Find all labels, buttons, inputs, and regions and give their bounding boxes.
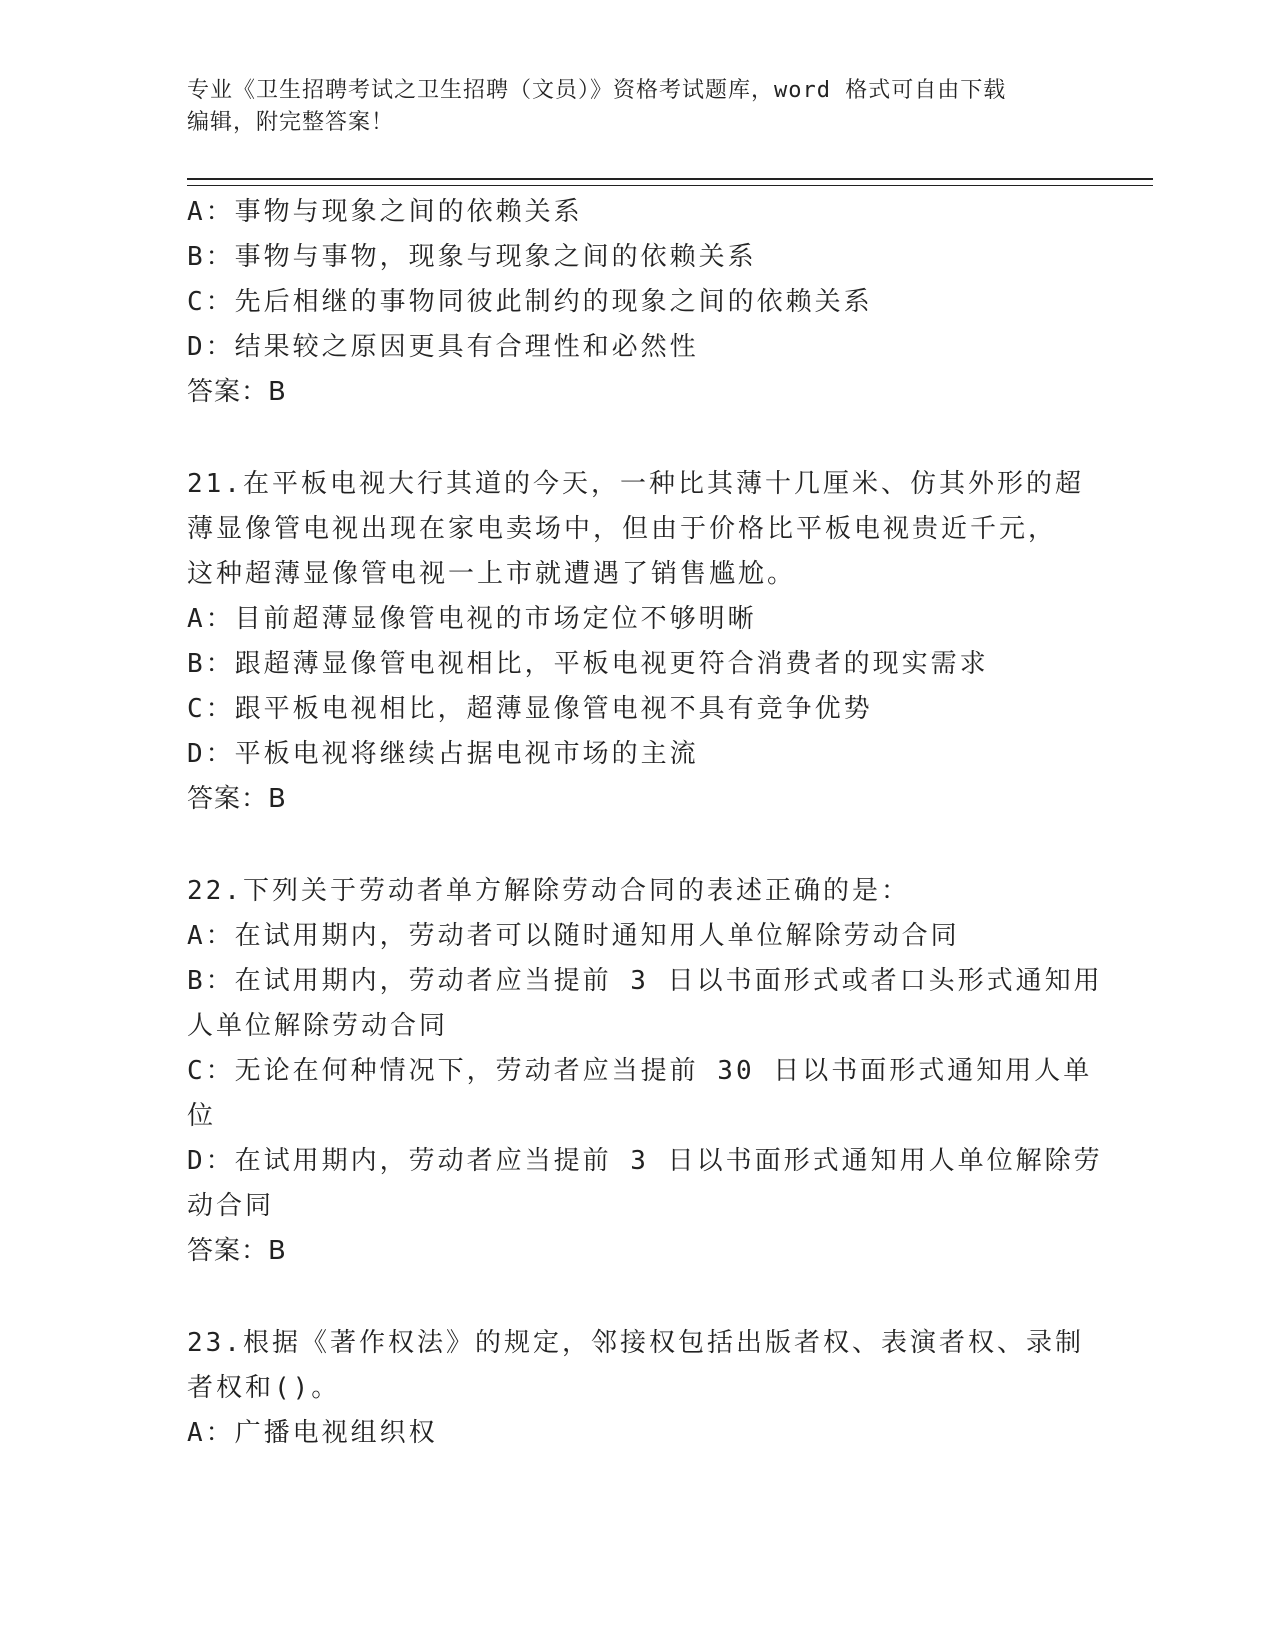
question-20 — [187, 190, 1087, 415]
option-c: C：跟平板电视相比，超薄显像管电视不具有竞争优势 — [187, 694, 873, 724]
question-list — [187, 190, 1103, 1456]
question-stem-line: 23.根据《著作权法》的规定，邻接权包括出版者权、表演者权、录制 — [187, 1328, 1084, 1358]
option-c: C：先后相继的事物同彼此制约的现象之间的依赖关系 — [187, 287, 873, 317]
option-a: A：广播电视组织权 — [187, 1418, 438, 1448]
question-stem-line: 21.在平板电视大行其道的今天，一种比其薄十几厘米、仿其外形的超 — [187, 469, 1084, 499]
option-d: D：结果较之原因更具有合理性和必然性 — [187, 332, 699, 362]
option-d-continued: 动合同 — [187, 1191, 275, 1221]
option-b-continued: 人单位解除劳动合同 — [187, 1011, 449, 1041]
answer: 答案：B — [187, 377, 287, 407]
question-22 — [187, 869, 1103, 1274]
option-b: B：在试用期内，劳动者应当提前 3 日以书面形式或者口头形式通知用 — [187, 966, 1103, 996]
answer: 答案：B — [187, 784, 287, 814]
option-a: A：目前超薄显像管电视的市场定位不够明晰 — [187, 604, 757, 634]
question-stem-line: 者权和()。 — [187, 1373, 341, 1403]
spacer — [187, 822, 1087, 869]
option-c-continued: 位 — [187, 1101, 217, 1131]
spacer — [187, 1274, 1087, 1321]
option-a: A：事物与现象之间的依赖关系 — [187, 197, 583, 227]
answer: 答案：B — [187, 1236, 287, 1266]
header-divider — [187, 178, 1153, 186]
header-line-1: 专业《卫生招聘考试之卫生招聘（文员）》资格考试题库，word 格式可自由下载 — [187, 78, 1007, 103]
option-c: C：无论在何种情况下，劳动者应当提前 30 日以书面形式通知用人单 — [187, 1056, 1093, 1086]
option-b: B：事物与事物，现象与现象之间的依赖关系 — [187, 242, 757, 272]
option-d: D：平板电视将继续占据电视市场的主流 — [187, 739, 699, 769]
option-a: A：在试用期内，劳动者可以随时通知用人单位解除劳动合同 — [187, 921, 960, 951]
question-21 — [187, 462, 1087, 822]
option-b: B：跟超薄显像管电视相比，平板电视更符合消费者的现实需求 — [187, 649, 989, 679]
spacer — [187, 415, 1087, 462]
question-stem-line: 薄显像管电视出现在家电卖场中，但由于价格比平板电视贵近千元， — [187, 514, 1058, 544]
option-d: D：在试用期内，劳动者应当提前 3 日以书面形式通知用人单位解除劳 — [187, 1146, 1103, 1176]
question-stem-line: 这种超薄显像管电视一上市就遭遇了销售尴尬。 — [187, 559, 797, 589]
document-header — [187, 75, 1087, 139]
header-line-2: 编辑，附完整答案！ — [187, 110, 395, 135]
question-stem-line: 22.下列关于劳动者单方解除劳动合同的表述正确的是： — [187, 876, 910, 906]
question-23 — [187, 1321, 1087, 1456]
